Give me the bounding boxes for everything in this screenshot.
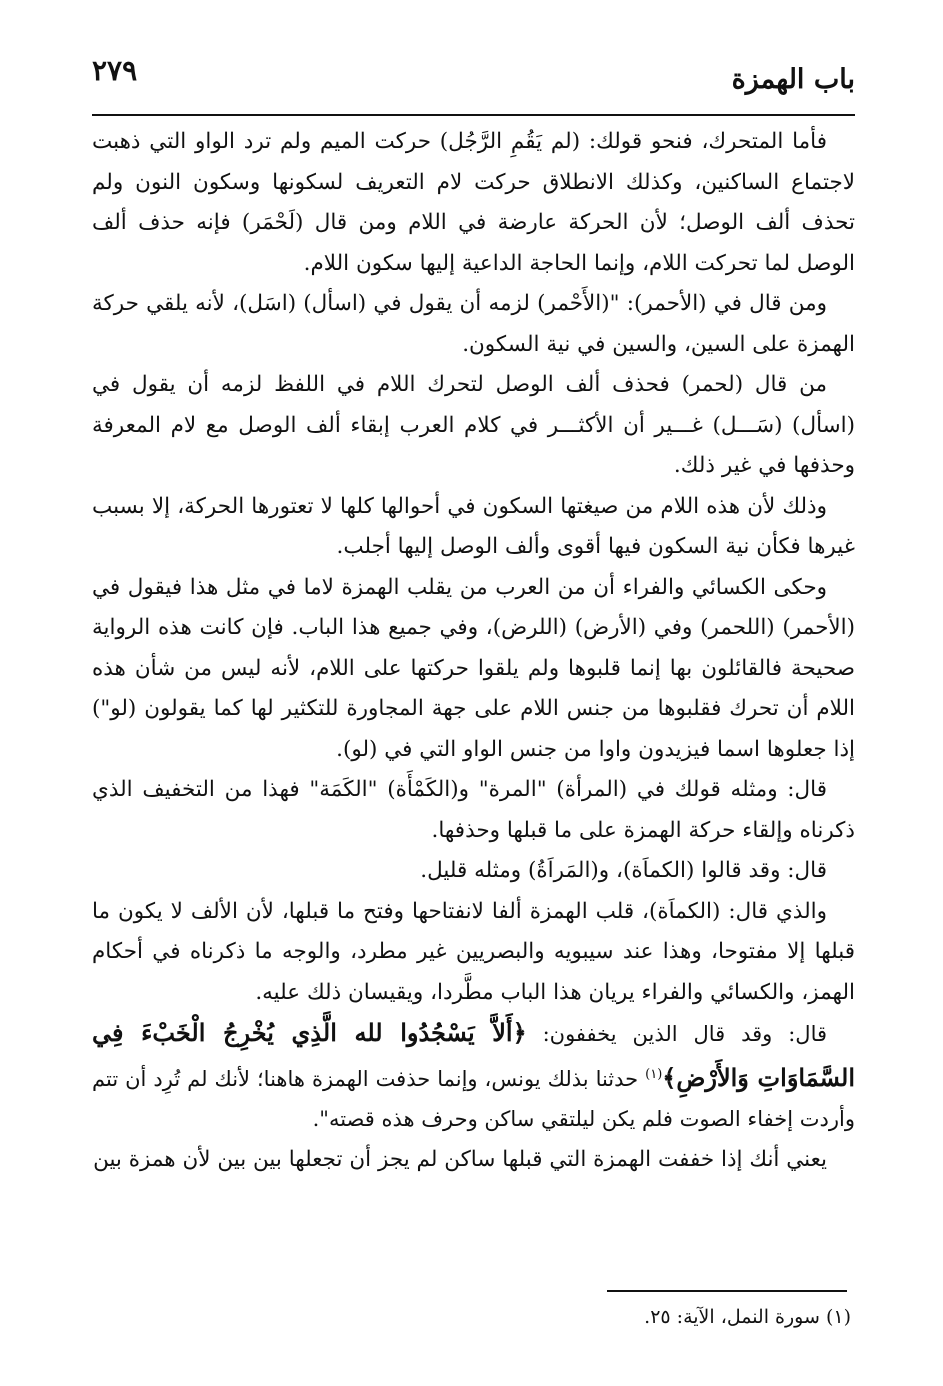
quran-verse: ﴿أَلاَّ يَسْجُدُوا لله الَّذِي يُخْرِجُ الْخَبْءَ فِي السَّمَاوَاتِ وَالأَرْضِ﴾ bbox=[92, 1018, 855, 1092]
verse-continuation: حدثنا بذلك يونس، وإنما حذفت الهمزة هاهنا؛ لأنك لم تُرِد أن تتم وأردت إخفاء الصوت فلم يكن ليلتقي ساكن وحرف هذه قصته". bbox=[92, 1066, 855, 1131]
paragraph: قال: وقد قالوا (الكماَة)، و(المَراَةُ) ومثله قليل. bbox=[420, 858, 827, 883]
paragraph: من قال (لحمر) فحذف ألف الوصل لتحرك اللام في اللفظ لزمه أن يقول في (اسأل) (سَـــل) غـــير أن الأكثـــر في كلام العرب إبقاء ألف الوصل مع لام المعرفة وحذفها في غير ذلك. bbox=[92, 372, 855, 478]
verse-paragraph bbox=[92, 1013, 855, 1140]
footnote-reference: (١) bbox=[645, 1066, 663, 1082]
page-header bbox=[92, 52, 855, 116]
paragraph: ومن قال في (الأحمر): "(الأَحْمر) لزمه أن يقول في (اسأل) (اسَل)، لأنه يلقي حركة الهمزة على السين، والسين في نية السكون. bbox=[92, 291, 855, 357]
paragraph: وحكى الكسائي والفراء أن من العرب من يقلب الهمزة لاما في مثل هذا فيقول في (الأحمر) (اللحمر) وفي (الأرض) (اللرض)، وفي جميع هذا الباب. فإن كانت هذه الرواية صحيحة فالقائلون بها إنما قلبوها ولم يلقوا حركتها على اللام، لأنه ليس من شأن هذه اللام أن تحرك فقلبوها من جنس اللام على جهة المجاورة للتكثير لها كما يقولون (لو") إذا جعلوها اسما فيزيدون واوا من جنس الواو التي في (لو). bbox=[92, 574, 855, 762]
running-title: باب الهمزة bbox=[731, 64, 855, 95]
paragraph: يعني أنك إذا خففت الهمزة التي قبلها ساكن لم يجز أن تجعلها بين بين لأن همزة بين bbox=[93, 1146, 827, 1172]
paragraph: وذلك لأن هذه اللام من صيغتها السكون في أحوالها كلها لا تعتورها الحركة، إلا بسبب غيرها فكأن نية السكون فيها أقوى وألف الوصل إليها أجلب. bbox=[92, 493, 855, 559]
footnote-divider bbox=[607, 1290, 847, 1292]
footnotes bbox=[92, 1302, 851, 1332]
verse-intro: قال: وقد قال الذين يخففون: bbox=[526, 1022, 828, 1046]
body-text bbox=[92, 122, 855, 1180]
paragraph: قال: ومثله قولك في (المرأة) "المرة" و(الكَمْأَة) "الكَمَة" فهذا من التخفيف الذي ذكرناه وإلقاء حركة الهمزة على ما قبلها وحذفها. bbox=[92, 777, 855, 843]
paragraph: والذي قال: (الكماَة)، قلب الهمزة ألفا لانفتاحها وفتح ما قبلها، لأن الألف لا يكون ما قبلها إلا مفتوحا، وهذا عند سيبويه والبصريين غير مطرد، والوجه ما ذكرناه في أحكام الهمز، والكسائي والفراء يريان هذا الباب مطَّردا، ويقيسان ذلك عليه. bbox=[92, 898, 855, 1005]
paragraph: فأما المتحرك، فنحو قولك: (لم يَقُمِ الرَّجُل) حركت الميم ولم ترد الواو التي ذهبت لاجتماع الساكنين، وكذلك الانطلاق حركت لام التعريف لسكونها وسكون النون ولم تحذف ألف الوصل؛ لأن الحركة عارضة في اللام ومن قال (لَحْمَر) فإنه حذف ألف الوصل لما تحركت اللام، وإنما الحاجة الداعية إليها سكون اللام. bbox=[92, 129, 855, 276]
page-number: ٢٧٩ bbox=[92, 54, 138, 87]
footnote: (١) سورة النمل، الآية: ٢٥. bbox=[644, 1306, 851, 1328]
